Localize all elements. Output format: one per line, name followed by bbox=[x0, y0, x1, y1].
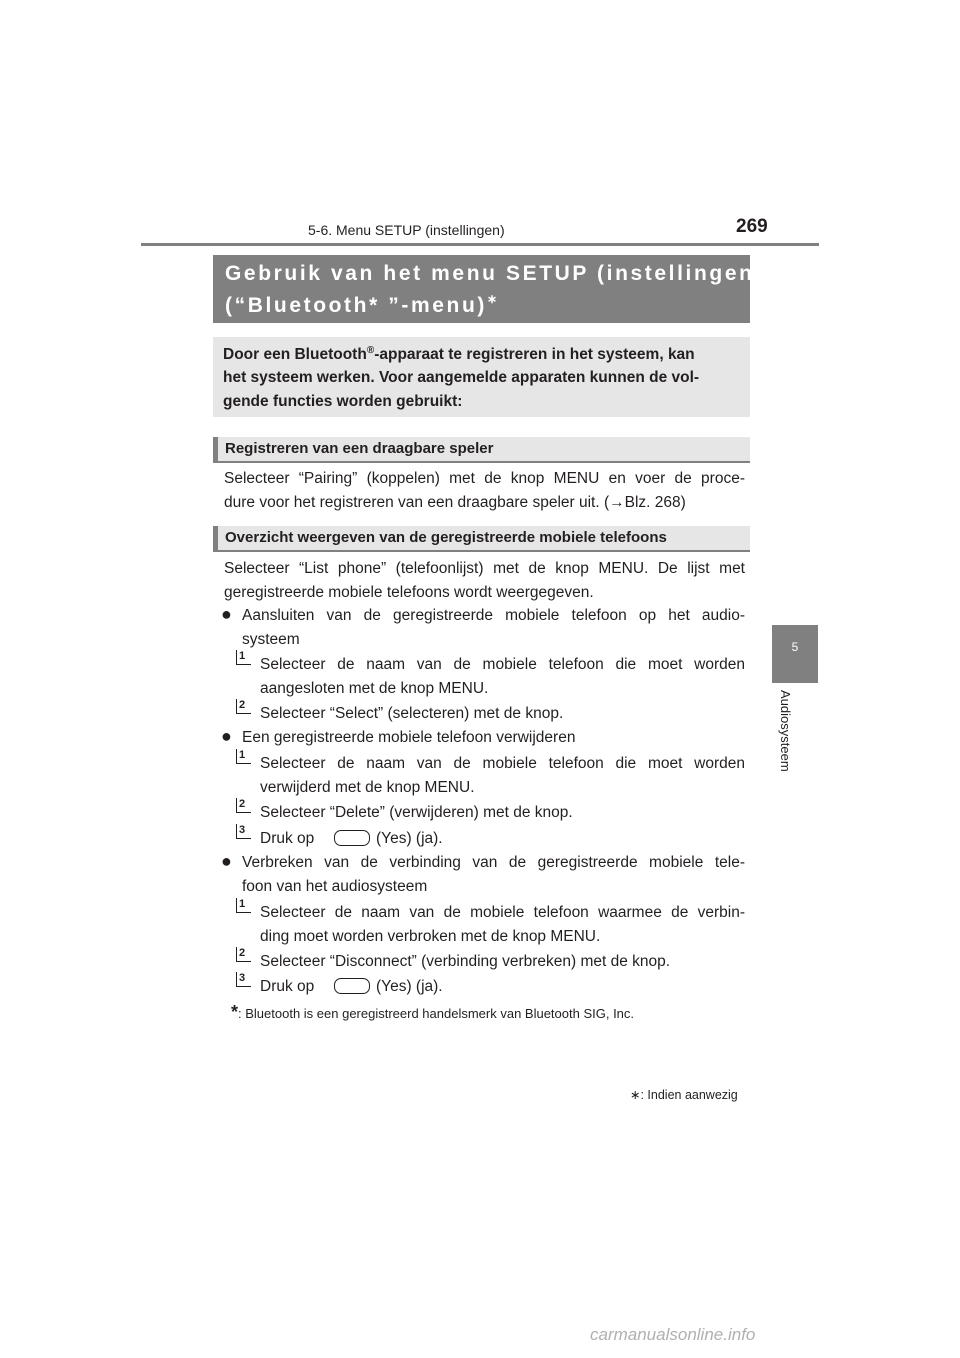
step-number: 1 bbox=[236, 650, 251, 665]
step-number: 3 bbox=[236, 824, 251, 839]
step-text: Selecteer “Select” (selecteren) met de knop. bbox=[260, 705, 564, 722]
chapter-tab bbox=[772, 625, 818, 683]
step-text: Selecteer “Disconnect” (verbinding verbreken) met de knop. bbox=[260, 953, 671, 970]
intro-box bbox=[213, 337, 750, 417]
bullet-2-line1: Een geregistreerde mobiele telefoon verwijderen bbox=[242, 729, 576, 746]
step-text-yes: (Yes) (ja). bbox=[376, 830, 443, 847]
section-heading-text: Overzicht weergeven van de geregistreerde mobiele telefoons bbox=[225, 529, 667, 546]
intro-line1-b: -apparaat te registreren in het systeem, kan bbox=[374, 346, 695, 363]
step-number: 2 bbox=[236, 699, 251, 714]
header-rule bbox=[141, 243, 819, 246]
yes-button-icon bbox=[334, 978, 370, 994]
section-heading-bar bbox=[213, 437, 218, 463]
step-text: Selecteer de naam van de mobiele telefoon waarmee de verbin- bbox=[260, 904, 745, 921]
section1-line2: dure voor het registreren van een draagbare speler uit. (→Blz. 268) bbox=[224, 494, 686, 511]
step-text: verwijderd met de knop MENU. bbox=[260, 779, 475, 796]
footnote-text: : Bluetooth is een geregistreerd handelsmerk van Bluetooth SIG, Inc. bbox=[238, 1006, 635, 1021]
yes-button-icon bbox=[334, 830, 370, 846]
section-heading-text: Registreren van een draagbare speler bbox=[225, 440, 494, 457]
bullet-1-marker: ● bbox=[221, 604, 232, 624]
page-title-line1: Gebruik van het menu SETUP (instellingen) bbox=[225, 262, 765, 285]
step-text-yes: (Yes) (ja). bbox=[376, 978, 443, 995]
step-text-press: Druk op bbox=[260, 830, 315, 847]
step-text: Selecteer de naam van de mobiele telefoon die moet worden bbox=[260, 755, 745, 772]
step-number: 3 bbox=[236, 972, 251, 987]
bullet-3-line2: foon van het audiosysteem bbox=[242, 878, 428, 895]
section-heading-register bbox=[213, 437, 750, 463]
footnote bbox=[231, 1002, 634, 1023]
section2-line2: geregistreerde mobiele telefoons wordt weergegeven. bbox=[224, 584, 594, 601]
optional-star: ∗ bbox=[486, 292, 498, 306]
step-text: Selecteer “Delete” (verwijderen) met de knop. bbox=[260, 804, 573, 821]
footnote-star: * bbox=[231, 1002, 239, 1022]
step-number: 1 bbox=[236, 898, 251, 913]
bullet-2-marker: ● bbox=[221, 726, 232, 746]
step-text-press: Druk op bbox=[260, 978, 315, 995]
step-number: 2 bbox=[236, 947, 251, 962]
header-section-title: 5-6. Menu SETUP (instellingen) bbox=[308, 222, 505, 238]
watermark: carmanualsonline.info bbox=[590, 1325, 756, 1344]
step-number: 1 bbox=[236, 749, 251, 764]
section2-line1: Selecteer “List phone” (telefoonlijst) met de knop MENU. De lijst met bbox=[224, 560, 745, 577]
bullet-1-line1: Aansluiten van de geregistreerde mobiele telefoon op het audio- bbox=[242, 607, 745, 624]
step-text: ding moet worden verbroken met de knop MENU. bbox=[260, 928, 601, 945]
page-number: 269 bbox=[736, 216, 768, 237]
step-number: 2 bbox=[236, 798, 251, 813]
page-title-line2-text: (“Bluetooth* ”-menu) bbox=[225, 294, 487, 317]
chapter-tab-number: 5 bbox=[791, 640, 799, 654]
section1-line1: Selecteer “Pairing” (koppelen) met de knop MENU en voer de proce- bbox=[224, 470, 745, 487]
intro-line3: gende functies worden gebruikt: bbox=[223, 393, 463, 410]
bullet-1-line2: systeem bbox=[242, 631, 300, 648]
step-text: Selecteer de naam van de mobiele telefoon die moet worden bbox=[260, 656, 745, 673]
page-title bbox=[213, 255, 765, 323]
registered-mark: ® bbox=[366, 345, 375, 356]
step-text: aangesloten met de knop MENU. bbox=[260, 680, 489, 697]
bullet-3-line1: Verbreken van de verbinding van de geregistreerde mobiele tele- bbox=[242, 854, 745, 871]
intro-line2: het systeem werken. Voor aangemelde apparaten kunnen de vol- bbox=[223, 369, 700, 386]
section-heading-overview bbox=[213, 526, 750, 552]
intro-line1-a: Door een Bluetooth bbox=[223, 346, 367, 363]
bullet-3-marker: ● bbox=[221, 851, 232, 871]
page-title-line2 bbox=[225, 292, 497, 318]
section-heading-bar bbox=[213, 526, 218, 552]
intro-line1 bbox=[223, 345, 695, 364]
optional-note: ∗: Indien aanwezig bbox=[630, 1088, 738, 1102]
chapter-tab-label: Audiosysteem bbox=[778, 690, 793, 772]
